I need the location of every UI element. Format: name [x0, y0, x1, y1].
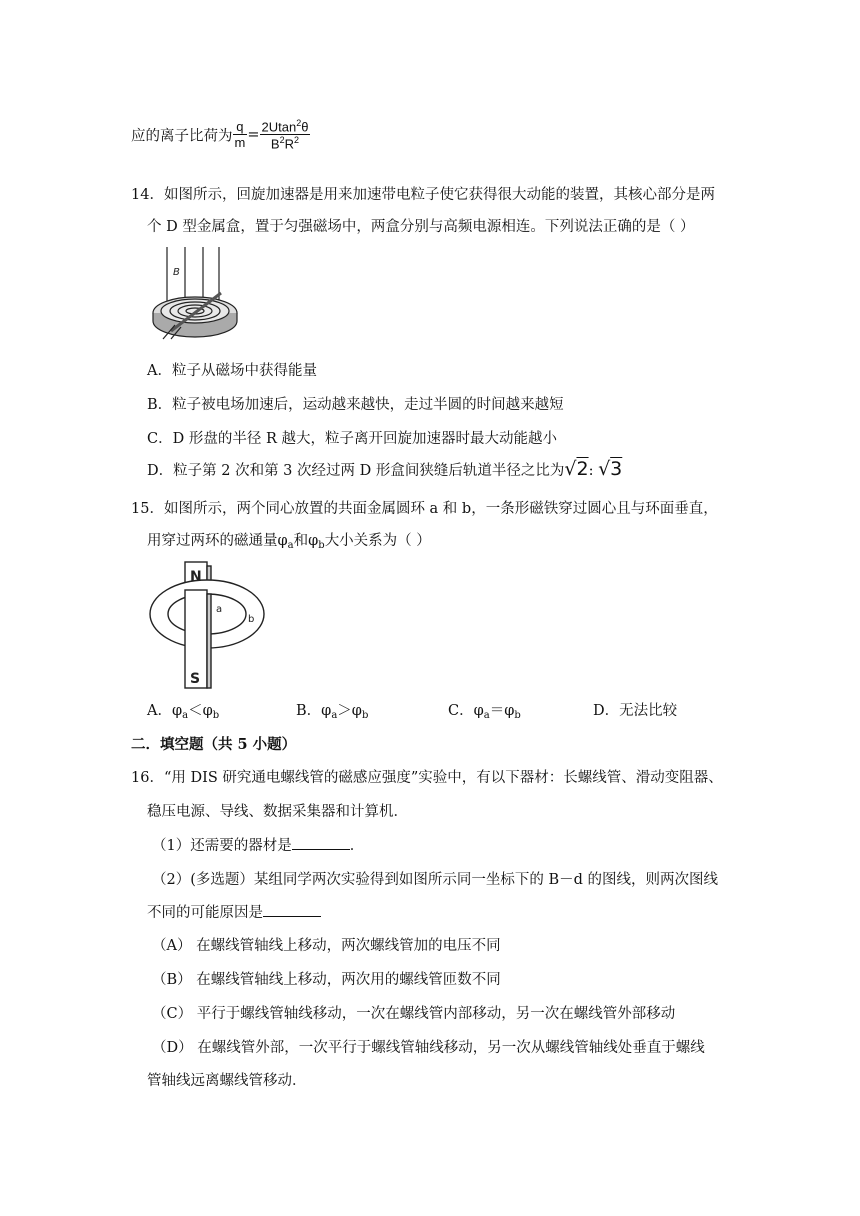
equals-sign: = — [247, 126, 260, 143]
q16-part2-line2: 不同的可能原因是 — [147, 901, 321, 922]
q14-option-a: A．粒子从磁场中获得能量 — [147, 363, 317, 379]
figure-b-label: B — [173, 267, 180, 278]
q14-option-d: D．粒子第 2 次和第 3 次经过两 D 形盒间狭缝后轨道半径之比为√2: √3 — [147, 458, 623, 480]
ring-b-label: b — [248, 614, 255, 625]
magnet-s-label: S — [190, 671, 201, 687]
cyclotron-figure — [145, 245, 241, 341]
q16-part2-line1: （2）(多选题）某组同学两次实验得到如图所示同一坐标下的 B－d 的图线，则两次图线 — [152, 872, 719, 888]
magnet-n-label: N — [190, 569, 202, 585]
magnet-rings-figure — [147, 560, 265, 690]
q15-option-d: D．无法比较 — [593, 703, 678, 719]
q16-option-a: （A） 在螺线管轴线上移动，两次螺线管加的电压不同 — [152, 938, 501, 954]
q16-option-b: （B） 在螺线管轴线上移动，两次用的螺线管匝数不同 — [152, 972, 501, 988]
q14-line2: 个 D 型金属盒，置于匀强磁场中，两盒分别与高频电源相连。下列说法正确的是（ ） — [147, 219, 695, 235]
sqrt-3: √3 — [598, 458, 623, 480]
q14-line1: 14．如图所示，回旋加速器是用来加速带电粒子使它获得很大动能的装置，其核心部分是两 — [131, 187, 715, 203]
q16-part1: （1）还需要的器材是 ． — [152, 838, 365, 854]
formula-line — [131, 118, 310, 152]
formula-prefix: 应的离子比荷为 — [131, 128, 233, 145]
q15-option-a: A．$\varphi_a<\varphi_b$ — [147, 703, 220, 721]
answer-blank-2[interactable] — [263, 904, 321, 917]
q14-option-c: C．D 形盘的半径 R 越大，粒子离开回旋加速器时最大动能越小 — [147, 431, 557, 447]
q14-option-b: B．粒子被电场加速后，运动越来越快，走过半圆的时间越来越短 — [147, 397, 564, 413]
q15-option-c: C．$\varphi_a=\varphi_b$ — [448, 703, 521, 721]
q15-line1: 15．如图所示，两个同心放置的共面金属圆环 a 和 b，一条形磁铁穿过圆心且与环面垂直， — [131, 501, 718, 517]
ring-a-label: a — [216, 604, 223, 615]
q16-option-d-line2: 管轴线远离螺线管移动． — [147, 1073, 307, 1089]
q15-option-b: B．$\varphi_a>\varphi_b$ — [296, 703, 369, 721]
sqrt-2: √2 — [564, 458, 589, 480]
q16-option-d-line1: （D） 在螺线管外部，一次平行于螺线管轴线移动，另一次从螺线管轴线处垂直于螺线 — [152, 1040, 705, 1056]
q16-line1: 16．“用 DIS 研究通电螺线管的磁感应强度”实验中，有以下器材：长螺线管、滑动变阻器、 — [131, 770, 723, 786]
q16-option-c: （C） 平行于螺线管轴线移动，一次在螺线管内部移动，另一次在螺线管外部移动 — [152, 1006, 676, 1022]
q15-line2: 用穿过两环的磁通量$\varphi_a$和$\varphi_b$大小关系为（ ） — [147, 533, 431, 551]
fraction-q-over-m: $\frac{q}{m}$ — [234, 119, 246, 151]
fraction-rhs: $\frac{2Utan^2\theta}{B^2R^2}$ — [261, 118, 309, 152]
section-heading: 二．填空题（共 5 小题） — [131, 736, 297, 753]
q16-line2: 稳压电源、导线、数据采集器和计算机． — [147, 804, 408, 820]
answer-blank-1[interactable] — [292, 837, 350, 850]
